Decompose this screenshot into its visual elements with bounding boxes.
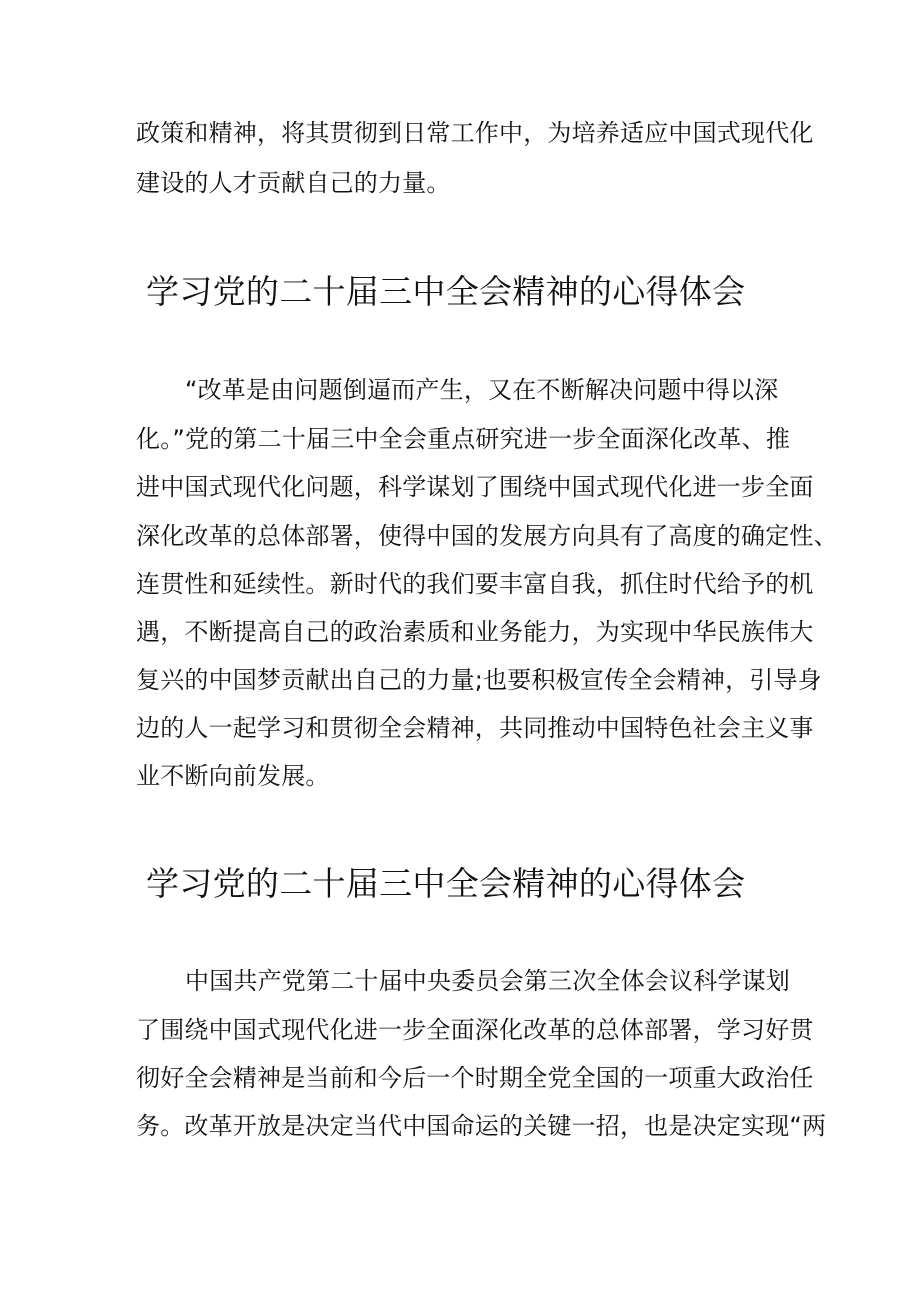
- intro-paragraph-line: 建设的人才贡献自己的力量。: [136, 169, 451, 197]
- section1-paragraph-line: 化。”党的第二十届三中全会重点研究进一步全面深化改革、推: [136, 425, 791, 453]
- section1-paragraph-line: 复兴的中国梦贡献出自己的力量;也要积极宣传全会精神，引导身: [136, 666, 822, 694]
- section2-paragraph-line: 中国共产党第二十届中央委员会第三次全体会议科学谋划: [185, 967, 790, 995]
- section1-paragraph-line: 深化改革的总体部署，使得中国的发展方向具有了高度的确定性、: [136, 522, 838, 550]
- section1-paragraph-line: “改革是由问题倒逼而产生，又在不断解决问题中得以深: [185, 376, 779, 404]
- section1-paragraph-line: 业不断向前发展。: [136, 762, 330, 790]
- section1-paragraph-line: 边的人一起学习和贯彻全会精神，共同推动中国特色社会主义事: [136, 714, 814, 742]
- section2-paragraph-line: 彻好全会精神是当前和今后一个时期全党全国的一项重大政治任: [136, 1064, 814, 1092]
- section-heading: 学习党的二十届三中全会精神的心得体会: [146, 272, 746, 311]
- intro-paragraph-line: 政策和精神，将其贯彻到日常工作中，为培养适应中国式现代化: [136, 119, 814, 147]
- section1-paragraph-line: 遇，不断提高自己的政治素质和业务能力，为实现中华民族伟大: [136, 618, 814, 646]
- section2-paragraph-line: 务。改革开放是决定当代中国命运的关键一招，也是决定实现“两: [136, 1112, 827, 1140]
- section2-paragraph-line: 了围绕中国式现代化进一步全面深化改革的总体部署，学习好贯: [136, 1016, 814, 1044]
- section1-paragraph-line: 连贯性和延续性。新时代的我们要丰富自我，抓住时代给予的机: [136, 570, 814, 598]
- section1-paragraph-line: 进中国式现代化问题，科学谋划了围绕中国式现代化进一步全面: [136, 473, 814, 501]
- section-heading: 学习党的二十届三中全会精神的心得体会: [146, 864, 746, 903]
